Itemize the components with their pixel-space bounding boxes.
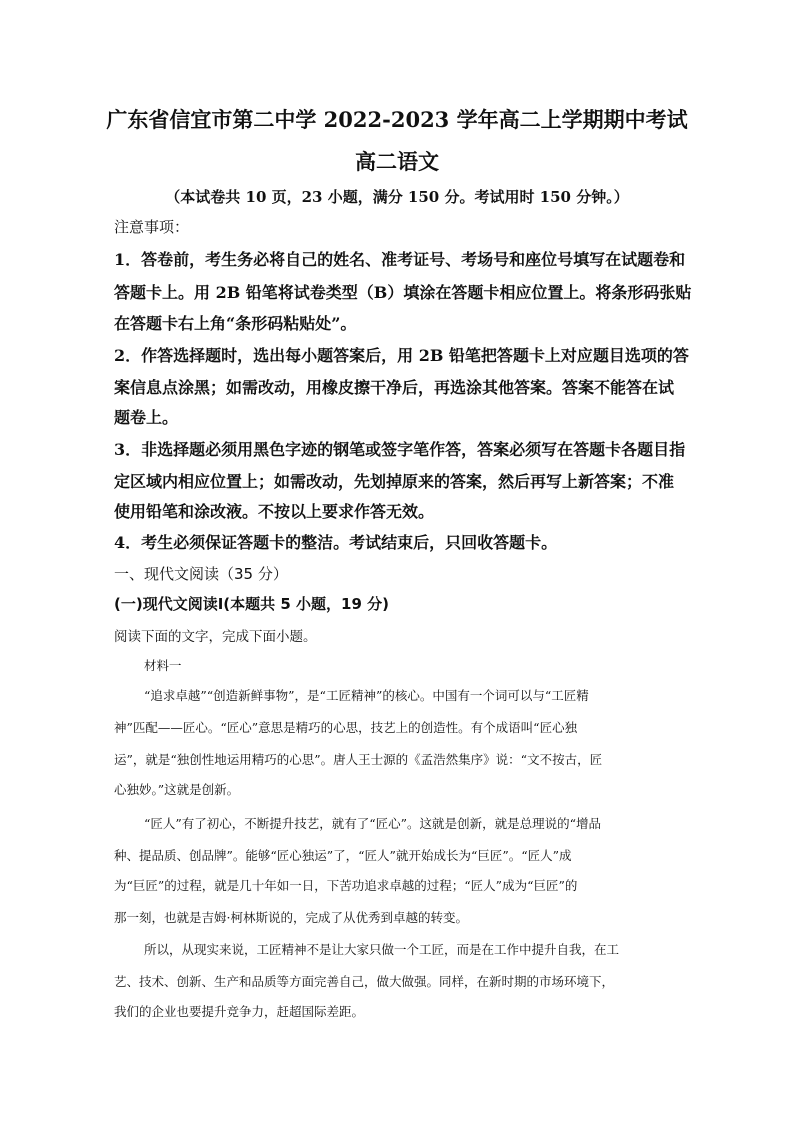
material-line: 艺、技术、创新、生产和品质等方面完善自己，做大做强。同样，在新时期的市场环境下， (114, 974, 615, 989)
notice-heading: 注意事项： (114, 218, 190, 236)
exam-subtitle: 高二语文 (355, 149, 439, 174)
material-line: 心独妙。”这就是创新。 (114, 782, 240, 797)
material-line: 我们的企业也要提升竞争力，赶超国际差距。 (114, 1004, 365, 1019)
material-line: 运”，就是“独创性地运用精巧的心思”。唐人王士源的《孟浩然集序》说：“文不按古，匠 (114, 752, 603, 767)
exam-info: （本试卷共 10 页，23 小题，满分 150 分。考试用时 150 分钟。） (165, 188, 629, 206)
material-line: 所以，从现实来说，工匠精神不是让大家只做一个工匠，而是在工作中提升自我，在工 (144, 942, 620, 957)
notice-line: 答题卡上。用 2B 铅笔将试卷类型（B）填涂在答题卡相应位置上。将条形码张贴 (114, 283, 692, 302)
section-sub-heading: (一)现代文阅读Ⅰ(本题共 5 小题，19 分) (114, 595, 389, 613)
notice-line: 使用铅笔和涂改液。不按以上要求作答无效。 (114, 502, 435, 521)
material-line: 为“巨匠”的过程，就是几十年如一日，下苦功追求卓越的过程；“匠人”成为“巨匠”的 (114, 878, 578, 893)
section-instruction: 阅读下面的文字，完成下面小题。 (114, 629, 317, 645)
notice-line: 4．考生必须保证答题卡的整洁。考试结束后，只回收答题卡。 (114, 533, 558, 552)
notice-line: 题卷上。 (114, 408, 179, 427)
notice-line: 案信息点涂黑；如需改动，用橡皮擦干净后，再选涂其他答案。答案不能答在试 (114, 378, 675, 397)
material-line: 那一刻，也就是吉姆·柯林斯说的，完成了从优秀到卓越的转变。 (114, 910, 468, 925)
material-line: 种、提品质、创品牌”。能够“匠心独运”了，“匠人”就开始成长为“巨匠”。“匠人”成 (114, 848, 572, 863)
notice-line: 2．作答选择题时，选出每小题答案后，用 2B 铅笔把答题卡上对应题目选项的答 (114, 346, 689, 365)
notice-line: 定区域内相应位置上；如需改动，先划掉原来的答案，然后再写上新答案；不准 (114, 472, 675, 491)
notice-line: 3．非选择题必须用黑色字迹的钢笔或签字笔作答，答案必须写在答题卡各题目指 (114, 440, 686, 459)
notice-line: 1．答卷前，考生务必将自己的姓名、准考证号、考场号和座位号填写在试题卷和 (114, 250, 686, 269)
notice-line: 在答题卡右上角“条形码粘贴处”。 (114, 314, 357, 333)
material-line: “追求卓越”“创造新鲜事物”，是“工匠精神”的核心。中国有一个词可以与“工匠精 (144, 688, 589, 703)
section-heading: 一、现代文阅读（35 分） (114, 565, 288, 583)
material-line: 神”匹配——匠心。“匠心”意思是精巧的心思，技艺上的创造性。有个成语叫“匠心独 (114, 720, 578, 735)
material-label: 材料一 (144, 658, 182, 673)
exam-title: 广东省信宜市第二中学 2022-2023 学年高二上学期期中考试 (106, 107, 688, 132)
material-line: “匠人”有了初心，不断提升技艺，就有了“匠心”。这就是创新，就是总理说的“增品 (144, 816, 601, 831)
